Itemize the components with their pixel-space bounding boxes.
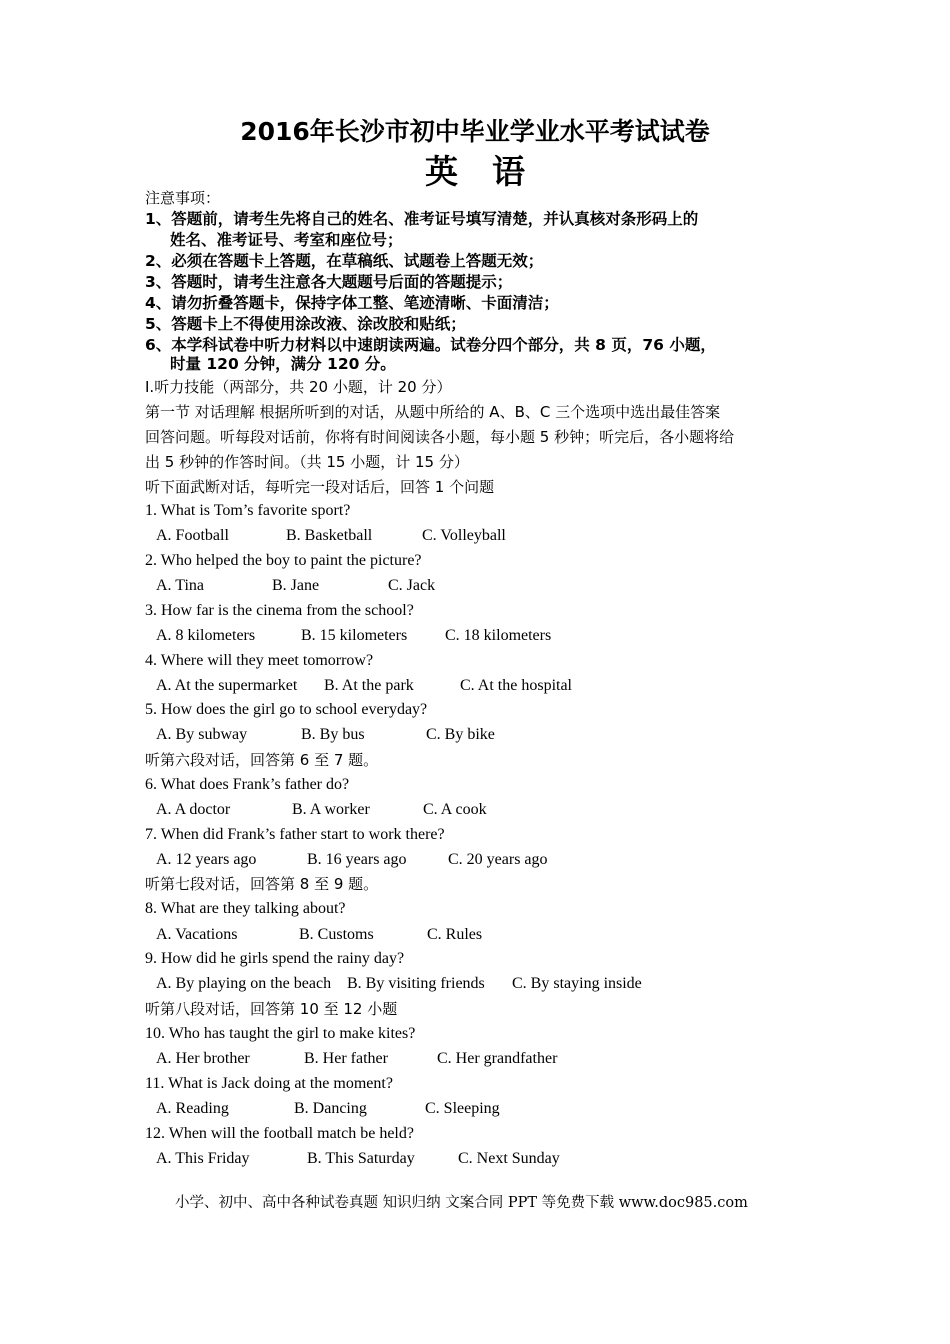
- question-12: 12. When will the football match be held?: [145, 1125, 414, 1142]
- notice-6: 6、本学科试卷中听力材料以中速朗读两遍。试卷分四个部分，共 8 页，76 小题，: [145, 336, 716, 354]
- option-a: A. 8 kilometers: [156, 627, 256, 644]
- option-b: B. By visiting friends: [347, 975, 485, 992]
- option-c: C. A cook: [423, 801, 487, 818]
- option-b: B. Customs: [299, 926, 374, 943]
- option-c: C. By staying inside: [512, 975, 642, 992]
- instruction-q10-12: 听第八段对话，回答第 10 至 12 小题: [145, 1000, 398, 1018]
- option-c: C. Next Sunday: [458, 1150, 560, 1167]
- option-a: A. 12 years ago: [156, 851, 257, 868]
- option-a: A. Football: [156, 527, 229, 544]
- question-1: 1. What is Tom’s favorite sport?: [145, 502, 351, 519]
- notice-6-cont: 时量 120 分钟，满分 120 分。: [170, 355, 396, 373]
- question-3: 3. How far is the cinema from the school?: [145, 602, 414, 619]
- notice-heading: 注意事项：: [145, 189, 221, 207]
- option-c: C. Her grandfather: [437, 1050, 558, 1067]
- question-10: 10. Who has taught the girl to make kites?: [145, 1025, 416, 1042]
- option-b: B. This Saturday: [307, 1150, 415, 1167]
- page-footer: 小学、初中、高中各种试卷真题 知识归纳 文案合同 PPT 等免费下载 www.doc985.com: [175, 1195, 748, 1211]
- option-b: B. A worker: [292, 801, 370, 818]
- option-b: B. At the park: [324, 677, 414, 694]
- notice-4: 4、请勿折叠答题卡，保持字体工整、笔迹清晰、卡面清洁；: [145, 294, 559, 312]
- question-5: 5. How does the girl go to school everyday?: [145, 701, 428, 718]
- notice-1: 1、答题前，请考生先将自己的姓名、准考证号填写清楚，并认真核对条形码上的: [145, 210, 699, 228]
- option-c: C. By bike: [426, 726, 495, 743]
- option-a: A. A doctor: [156, 801, 231, 818]
- option-a: A. Tina: [156, 577, 205, 594]
- part1-heading: Ⅰ.听力技能（两部分，共 20 小题，计 20 分）: [145, 378, 452, 396]
- question-7: 7. When did Frank’s father start to work there?: [145, 826, 445, 843]
- option-a: A. By subway: [156, 726, 248, 743]
- option-c: C. At the hospital: [460, 677, 572, 694]
- question-11: 11. What is Jack doing at the moment?: [145, 1075, 393, 1092]
- question-9: 9. How did he girls spend the rainy day?: [145, 950, 405, 967]
- instruction-q6-7: 听第六段对话，回答第 6 至 7 题。: [145, 751, 379, 769]
- option-a: A. At the supermarket: [156, 677, 298, 694]
- notice-2: 2、必须在答题卡上答题，在草稿纸、试题卷上答题无效；: [145, 252, 544, 270]
- option-a: A. Her brother: [156, 1050, 250, 1067]
- option-c: C. Jack: [388, 577, 436, 594]
- option-c: C. Volleyball: [422, 527, 506, 544]
- question-4: 4. Where will they meet tomorrow?: [145, 652, 374, 669]
- notice-3: 3、答题时，请考生注意各大题题号后面的答题提示；: [145, 273, 513, 291]
- option-a: A. This Friday: [156, 1150, 250, 1167]
- option-b: B. By bus: [301, 726, 365, 743]
- section1-line-3: 出 5 秒钟的作答时间。（共 15 小题，计 15 分）: [145, 453, 469, 471]
- option-a: A. Reading: [156, 1100, 229, 1117]
- section1-line-2: 回答问题。听每段对话前，你将有时间阅读各小题，每小题 5 秒钟；听完后，各小题将给: [145, 428, 735, 446]
- question-2: 2. Who helped the boy to paint the picture?: [145, 552, 422, 569]
- option-a: A. Vacations: [156, 926, 238, 943]
- instruction-q8-9: 听第七段对话，回答第 8 至 9 题。: [145, 875, 379, 893]
- question-8: 8. What are they talking about?: [145, 900, 346, 917]
- subject-title: 英语: [425, 152, 559, 191]
- option-b: B. Basketball: [286, 527, 373, 544]
- instruction-q1-5: 听下面武断对话，每听完一段对话后，回答 1 个问题: [145, 478, 495, 496]
- exam-title: 2016年长沙市初中毕业学业水平考试试卷: [240, 117, 710, 146]
- option-b: B. Her father: [304, 1050, 388, 1067]
- option-b: B. Jane: [272, 577, 320, 594]
- question-6: 6. What does Frank’s father do?: [145, 776, 350, 793]
- option-b: B. 16 years ago: [307, 851, 407, 868]
- option-b: B. Dancing: [294, 1100, 367, 1117]
- option-b: B. 15 kilometers: [301, 627, 408, 644]
- option-c: C. Sleeping: [425, 1100, 500, 1117]
- notice-5: 5、答题卡上不得使用涂改液、涂改胶和贴纸；: [145, 315, 466, 333]
- section1-line-1: 第一节 对话理解 根据所听到的对话，从题中所给的 A、B、C 三个选项中选出最佳答案: [145, 403, 721, 421]
- option-c: C. 18 kilometers: [445, 627, 552, 644]
- option-c: C. Rules: [427, 926, 483, 943]
- option-a: A. By playing on the beach: [156, 975, 332, 992]
- notice-1-cont: 姓名、准考证号、考室和座位号；: [170, 231, 403, 249]
- option-c: C. 20 years ago: [448, 851, 548, 868]
